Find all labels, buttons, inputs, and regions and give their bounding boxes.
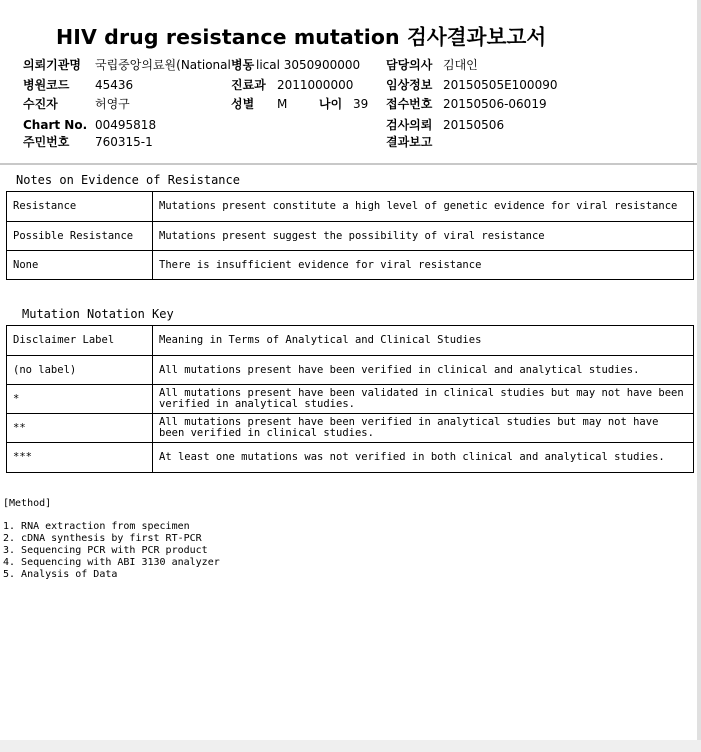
age-label: 나이	[319, 97, 343, 111]
notes-text-cell: There is insufficient evidence for viral resistance	[153, 251, 694, 280]
notes-label-cell: Possible Resistance	[7, 222, 153, 251]
method-heading: [Method]	[3, 498, 52, 509]
clinical-info-value: 20150505E100090	[443, 78, 558, 92]
notes-label-cell: None	[7, 251, 153, 280]
key-label-cell: Disclaimer Label	[7, 326, 153, 356]
sex-label: 성별	[231, 97, 255, 111]
key-text-cell: All mutations present have been verified in analytical studies but may not have been verified in clinical studies.	[153, 414, 694, 443]
ward-value: lical 3050900000	[256, 58, 361, 72]
department-value: 2011000000	[277, 78, 354, 92]
table-row	[7, 356, 694, 385]
key-label-cell: ***	[7, 443, 153, 473]
key-section-title: Mutation Notation Key	[22, 307, 174, 321]
sex-value: M	[277, 97, 288, 111]
requesting-org-value: 국립중앙의료원(National	[95, 58, 231, 72]
chart-no-value: 00495818	[95, 118, 157, 132]
notes-text-cell: Mutations present constitute a high level of genetic evidence for viral resistance	[153, 192, 694, 222]
key-label-cell: *	[7, 385, 153, 414]
method-step: 3. Sequencing PCR with PCR product	[3, 545, 208, 556]
method-step: 4. Sequencing with ABI 3130 analyzer	[3, 557, 220, 568]
method-step: 2. cDNA synthesis by first RT-PCR	[3, 533, 202, 544]
notes-text-cell: Mutations present suggest the possibility of viral resistance	[153, 222, 694, 251]
table-row	[7, 414, 694, 443]
notes-section-title: Notes on Evidence of Resistance	[16, 173, 240, 187]
department-label: 진료과	[231, 78, 266, 92]
test-request-value: 20150506	[443, 118, 505, 132]
method-step: 5. Analysis of Data	[3, 569, 118, 580]
clinical-info-label: 임상정보	[386, 78, 433, 92]
key-text-cell: At least one mutations was not verified in both clinical and analytical studies.	[153, 443, 694, 473]
header-divider	[0, 163, 697, 165]
report-title: HIV drug resistance mutation 검사결과보고서	[56, 25, 547, 49]
chart-no-label: Chart No.	[23, 118, 88, 132]
doctor-value: 김대인	[443, 58, 478, 72]
hospital-code-label: 병원코드	[23, 78, 70, 92]
key-label-cell: **	[7, 414, 153, 443]
notes-table	[6, 191, 694, 280]
key-table	[6, 325, 694, 473]
examinee-value: 허영구	[95, 97, 130, 111]
table-row	[7, 385, 694, 414]
examinee-label: 수진자	[23, 97, 58, 111]
key-label-cell: (no label)	[7, 356, 153, 385]
key-text-cell: All mutations present have been verified in clinical and analytical studies.	[153, 356, 694, 385]
receipt-no-label: 접수번호	[386, 97, 433, 111]
table-row	[7, 222, 694, 251]
method-step: 1. RNA extraction from specimen	[3, 521, 190, 532]
bottom-strip	[0, 740, 701, 752]
vertical-scrollbar[interactable]	[697, 0, 701, 752]
result-report-label: 결과보고	[386, 135, 433, 149]
table-row	[7, 251, 694, 280]
resident-no-value: 760315-1	[95, 135, 153, 149]
key-text-cell: Meaning in Terms of Analytical and Clinical Studies	[153, 326, 694, 356]
receipt-no-value: 20150506-06019	[443, 97, 547, 111]
table-row	[7, 443, 694, 473]
resident-no-label: 주민번호	[23, 135, 70, 149]
table-row	[7, 326, 694, 356]
age-value: 39	[353, 97, 369, 111]
key-text-cell: All mutations present have been validated in clinical studies but may not have been verified in analytical studies.	[153, 385, 694, 414]
requesting-org-label: 의뢰기관명	[23, 58, 81, 72]
notes-label-cell: Resistance	[7, 192, 153, 222]
hospital-code-value: 45436	[95, 78, 134, 92]
test-request-label: 검사의뢰	[386, 118, 433, 132]
ward-label: 병동	[231, 58, 255, 72]
doctor-label: 담당의사	[386, 58, 433, 72]
table-row	[7, 192, 694, 222]
